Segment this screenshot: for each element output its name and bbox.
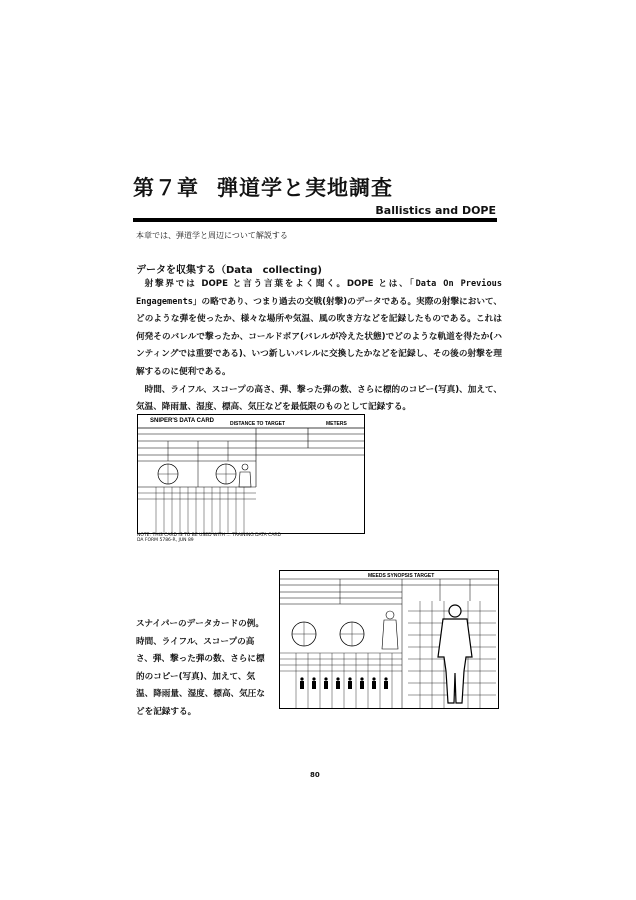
card-meters-label: METERS	[326, 421, 347, 427]
dope-expansion: 「Data On Previous Engagements」	[136, 279, 502, 307]
body-text	[136, 276, 502, 417]
paragraph-1	[136, 276, 502, 382]
target-card-drawing	[280, 571, 498, 708]
paragraph-1-start: 射撃界では DOPE と言う言葉をよく聞く。DOPE とは、	[144, 279, 410, 289]
section-heading: データを収集する（Data collecting)	[136, 265, 322, 276]
card1-note	[137, 533, 367, 543]
chapter-subtitle: Ballistics and DOPE	[375, 204, 496, 217]
target-card-figure	[279, 570, 499, 709]
title-rule	[133, 218, 497, 222]
data-card-drawing	[138, 415, 364, 533]
card1-note-text: NOTE: THIS CARD IS TO BE USED WITH ... TRAINING DATA CARD	[137, 533, 281, 538]
target-card-title: MEEDS SYNOPSIS TARGET	[368, 573, 435, 579]
chapter-title	[133, 172, 393, 202]
card1-form-number: DA FORM 5786-R, JUN 89	[137, 538, 194, 543]
chapter-number: 第７章	[133, 176, 199, 200]
page-number: 80	[310, 771, 320, 779]
paragraph-2: 時間、ライフル、スコープの高さ、弾、撃った弾の数、さらに標的のコピー(写真)、加えて、気温、降雨量、湿度、標高、気圧などを最低限のものとして記録する。	[136, 384, 502, 413]
sniper-data-card-figure	[137, 414, 365, 534]
card-distance-label: DISTANCE TO TARGET	[230, 421, 285, 427]
paragraph-1-rest: の略であり、つまり過去の交戦(射撃)のデータである。実際の射撃において、どのような弾を使ったか、様々な場所や気温、風の吹き方などを記録したものである。これは何発そのバレルで撃ったか、コールドボア(バレルが冷えた状態)でどのような軌道を得たか(ハンティングでは重要である)、いつ新しいバレルに交換したかなどを記録し、その後の射撃を理解するのに便利である。	[136, 296, 502, 377]
figure-caption: スナイパーのデータカードの例。時間、ライフル、スコープの高さ、弾、撃った弾の数、さらに標的のコピー(写真)、加えて、気温、降雨量、湿度、標高、気圧などを記録する。	[136, 619, 265, 717]
card-title: SNIPER'S DATA CARD	[150, 418, 214, 424]
chapter-name: 弾道学と実地調査	[217, 176, 393, 200]
chapter-summary: 本章では、弾道学と周辺について解説する	[136, 231, 288, 240]
